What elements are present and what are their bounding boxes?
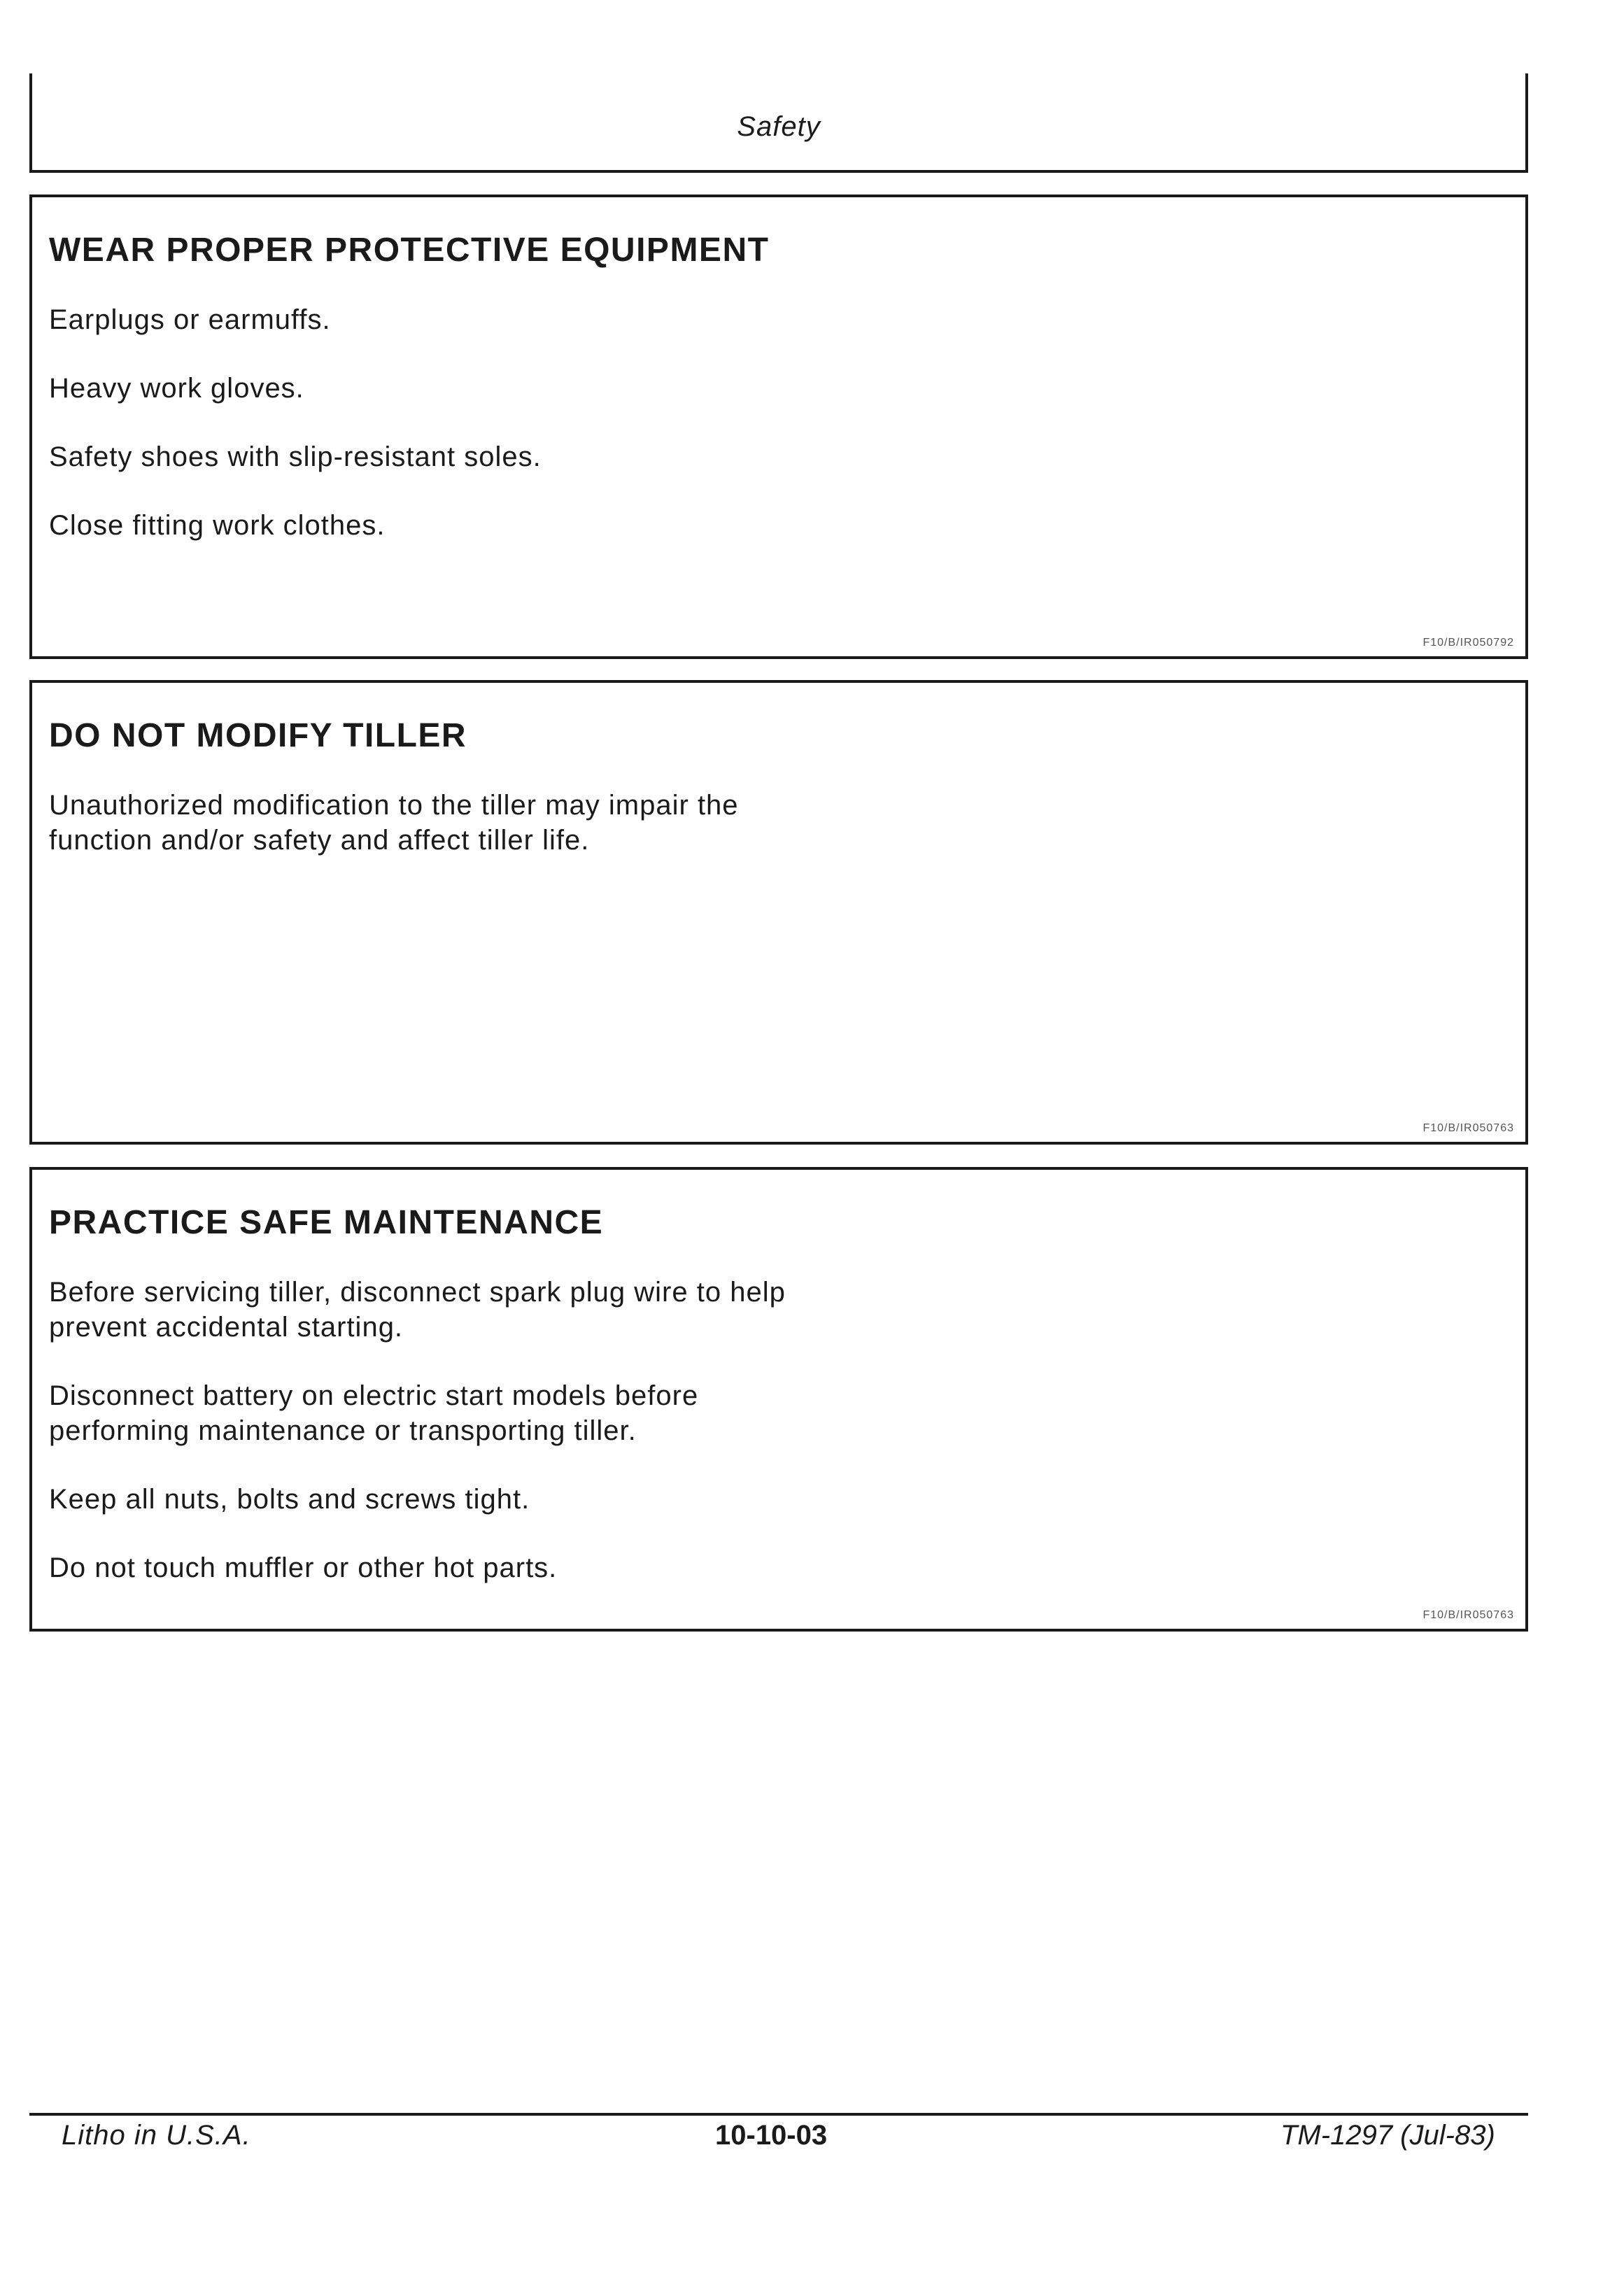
panel-title: WEAR PROPER PROTECTIVE EQUIPMENT bbox=[49, 232, 770, 269]
panel-body bbox=[49, 1275, 833, 1619]
panel-paragraph: Unauthorized modification to the tiller may impair the function and/or safety and affect tiller life. bbox=[49, 790, 739, 856]
panel-paragraph: Earplugs or earmuffs. bbox=[49, 304, 331, 335]
panel-title: PRACTICE SAFE MAINTENANCE bbox=[49, 1204, 604, 1241]
panel-body bbox=[49, 302, 833, 576]
panel-reference-code: F10/B/IR050792 bbox=[1422, 637, 1514, 649]
panel-paragraph: Safety shoes with slip-resistant soles. bbox=[49, 441, 542, 472]
safety-panel-protective-equipment bbox=[29, 194, 1528, 659]
page-header bbox=[29, 73, 1528, 173]
safety-panel-safe-maintenance bbox=[29, 1167, 1528, 1632]
panel-reference-code: F10/B/IR050763 bbox=[1422, 1122, 1514, 1134]
panel-paragraph: Before servicing tiller, disconnect spark plug wire to help prevent accidental starting. bbox=[49, 1277, 786, 1343]
footer-manual-id: TM-1297 (Jul-83) bbox=[1280, 2120, 1495, 2151]
panel-title: DO NOT MODIFY TILLER bbox=[49, 717, 467, 754]
panel-paragraph: Do not touch muffler or other hot parts. bbox=[49, 1552, 558, 1583]
panel-paragraph: Keep all nuts, bolts and screws tight. bbox=[49, 1484, 530, 1515]
panel-reference-code: F10/B/IR050763 bbox=[1422, 1609, 1514, 1621]
panel-body bbox=[49, 788, 833, 891]
panel-paragraph: Close fitting work clothes. bbox=[49, 510, 386, 541]
section-title: Safety bbox=[737, 111, 821, 142]
footer-page-number: 10-10-03 bbox=[715, 2120, 828, 2151]
safety-panel-do-not-modify bbox=[29, 680, 1528, 1145]
panel-paragraph: Heavy work gloves. bbox=[49, 373, 304, 404]
footer-printing-note: Litho in U.S.A. bbox=[62, 2120, 251, 2151]
panel-paragraph: Disconnect battery on electric start models before performing maintenance or transporting tiller. bbox=[49, 1380, 699, 1446]
footer-rule bbox=[29, 2113, 1528, 2116]
